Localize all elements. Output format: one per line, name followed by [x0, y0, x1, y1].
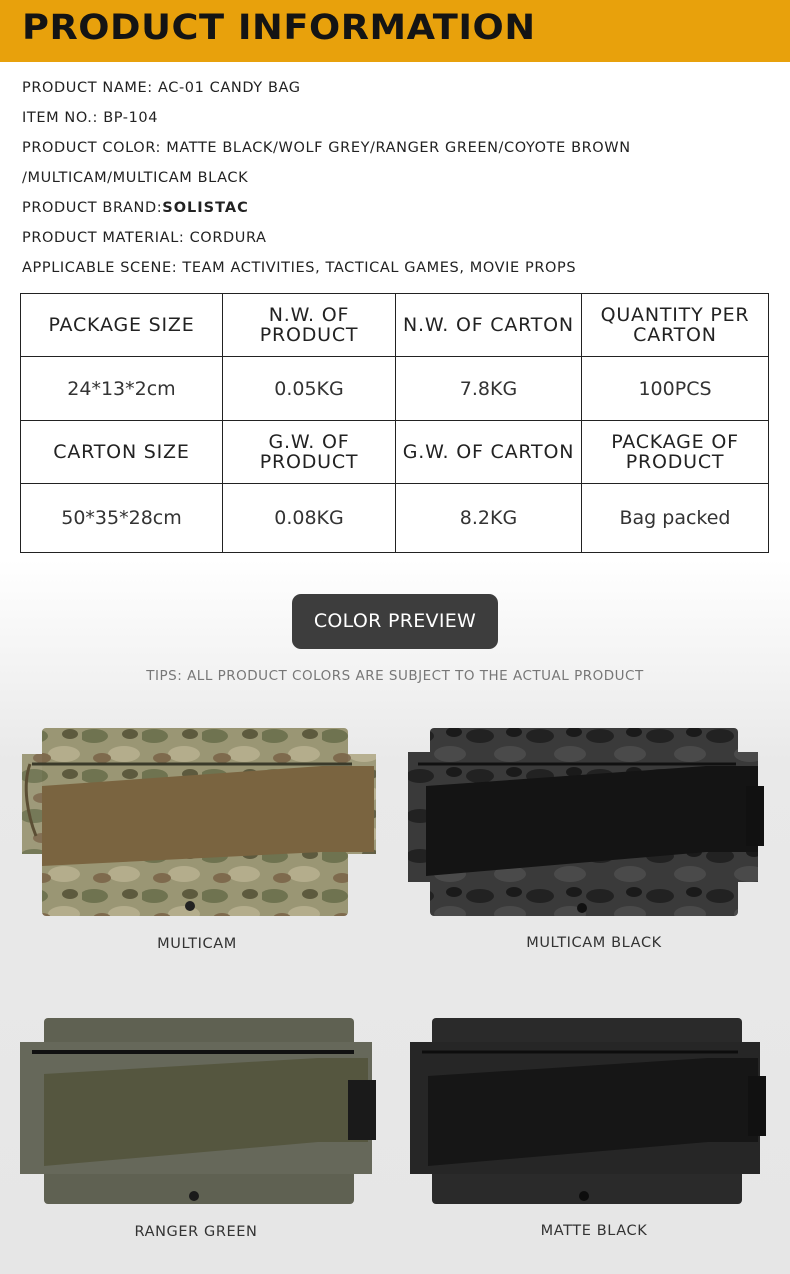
info-value: AC-01 CANDY BAG — [157, 80, 301, 96]
info-value: CORDURA — [189, 230, 267, 246]
info-value: TEAM ACTIVITIES, TACTICAL GAMES, MOVIE PROPS — [182, 260, 577, 276]
info-line-item-no — [22, 106, 772, 136]
swatch-label: MULTICAM — [157, 936, 237, 952]
info-line-name — [22, 76, 772, 106]
table-row — [21, 294, 769, 357]
info-line-scene — [22, 256, 772, 286]
bag-matte-black-illustration — [408, 1016, 768, 1206]
swatch-label: RANGER GREEN — [134, 1224, 258, 1240]
info-line-material — [22, 226, 772, 256]
info-label: ITEM NO.: — [22, 110, 98, 126]
table-cell: 50*35*28cm — [21, 484, 223, 553]
table-cell: 7.8KG — [396, 357, 582, 420]
info-label: PRODUCT NAME: — [22, 80, 153, 96]
swatch-multicam-image[interactable] — [22, 726, 378, 920]
swatch-ranger-green-image[interactable] — [18, 1016, 380, 1206]
table-cell: 100PCS — [582, 357, 769, 420]
info-label: PRODUCT MATERIAL: — [22, 230, 185, 246]
swatch-multicam-black-image[interactable] — [406, 726, 766, 920]
info-value: MATTE BLACK/WOLF GREY/RANGER GREEN/COYOTE BROWN — [166, 140, 631, 156]
brand-value: SOLISTAC — [162, 200, 249, 216]
table-header-cell: N.W. OF PRODUCT — [223, 294, 396, 357]
table-header-cell: CARTON SIZE — [21, 420, 223, 483]
table-cell: Bag packed — [582, 484, 769, 553]
bag-multicam-illustration — [22, 726, 378, 920]
bag-multicam-black-illustration — [406, 726, 766, 920]
spec-table — [20, 293, 769, 553]
info-value: /MULTICAM/MULTICAM BLACK — [22, 170, 249, 186]
swatch-label: MULTICAM BLACK — [526, 935, 662, 951]
table-header-cell: PACKAGE OF PRODUCT — [582, 420, 769, 483]
table-row — [21, 357, 769, 420]
table-row — [21, 484, 769, 553]
table-header-cell: PACKAGE SIZE — [21, 294, 223, 357]
info-line-color — [22, 136, 772, 166]
info-label: APPLICABLE SCENE: — [22, 260, 178, 276]
info-line-brand — [22, 196, 772, 226]
bag-ranger-green-illustration — [18, 1016, 380, 1206]
info-value: BP-104 — [103, 110, 159, 126]
table-cell: 8.2KG — [396, 484, 582, 553]
header-banner — [0, 0, 790, 62]
table-header-cell: G.W. OF PRODUCT — [223, 420, 396, 483]
swatch-label: MATTE BLACK — [540, 1223, 648, 1239]
info-label: PRODUCT COLOR: — [22, 140, 162, 156]
page-title: PRODUCT INFORMATION — [22, 8, 536, 48]
swatch-matte-black-image[interactable] — [408, 1016, 768, 1206]
tips-text: TIPS: ALL PRODUCT COLORS ARE SUBJECT TO THE ACTUAL PRODUCT — [146, 668, 644, 684]
product-info-list — [22, 76, 772, 286]
table-cell: 0.08KG — [223, 484, 396, 553]
table-cell: 0.05KG — [223, 357, 396, 420]
table-header-cell: QUANTITY PER CARTON — [582, 294, 769, 357]
table-header-cell: N.W. OF CARTON — [396, 294, 582, 357]
table-cell: 24*13*2cm — [21, 357, 223, 420]
info-line-color-cont — [22, 166, 772, 196]
table-row — [21, 420, 769, 483]
table-header-cell: G.W. OF CARTON — [396, 420, 582, 483]
info-label: PRODUCT BRAND: — [22, 200, 163, 216]
color-preview-button[interactable]: COLOR PREVIEW — [292, 594, 498, 649]
